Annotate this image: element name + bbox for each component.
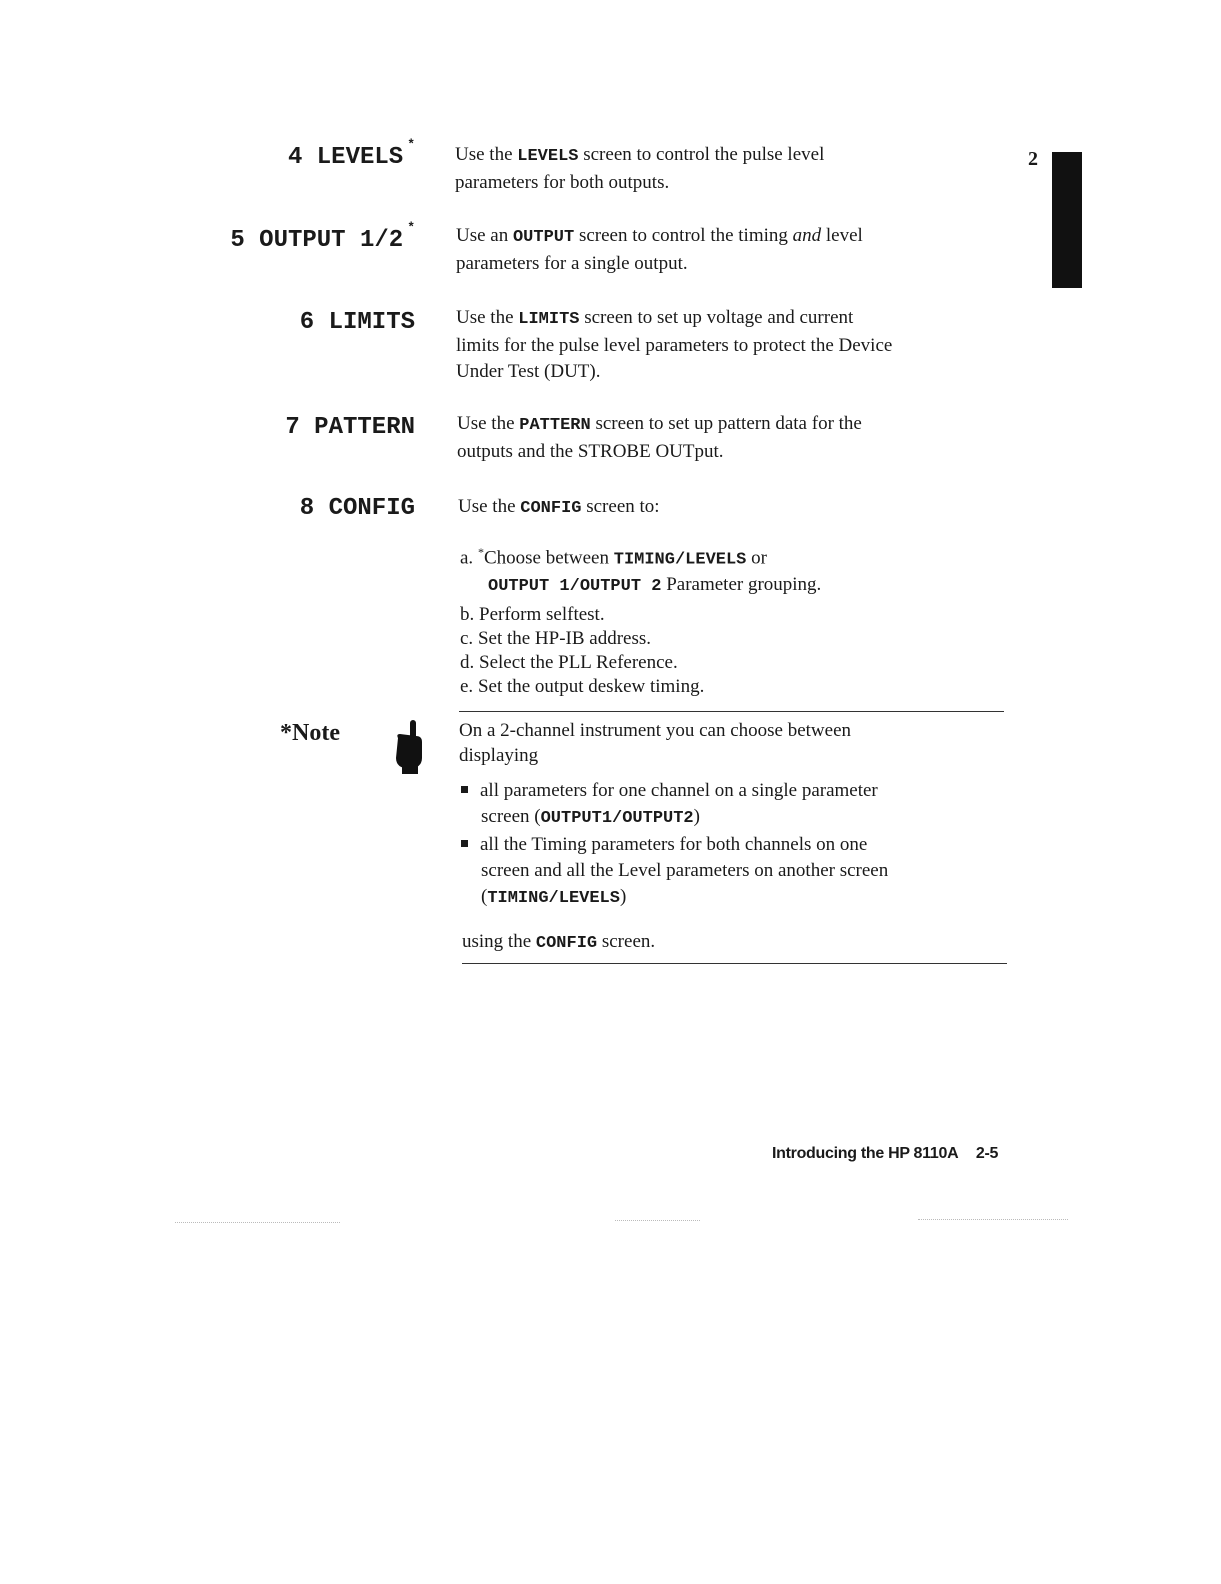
bullet-icon — [461, 840, 468, 847]
pointing-hand-icon — [392, 720, 426, 774]
page-footer — [772, 1145, 998, 1163]
chapter-tab-bar — [1052, 152, 1082, 288]
footer-title: Introducing the HP 8110A — [772, 1145, 958, 1162]
footer-page-number: 2-5 — [975, 1145, 999, 1162]
scan-mark — [615, 1220, 700, 1222]
section-label-pattern: 7 PATTERN — [285, 414, 415, 441]
note-label: *Note — [280, 720, 340, 746]
list-item: a. *Choose between TIMING/LEVELS or — [460, 545, 767, 570]
section-text-output: Use an OUTPUT screen to control the timing and level parameters for a single output. — [456, 225, 863, 274]
bullet-icon — [461, 786, 468, 793]
note-outro: using the CONFIG screen. — [462, 931, 656, 953]
note-bullet-1: all parameters for one channel on a single parameter screen (OUTPUT1/OUTPUT2) — [461, 778, 878, 832]
list-item: OUTPUT 1/OUTPUT 2 Parameter grouping. — [488, 574, 822, 596]
section-text-limits: Use the LIMITS screen to set up voltage and current limits for the pulse level parameters to protect the Device Under Test (DUT). — [456, 307, 893, 382]
list-item: c. Set the HP-IB address. — [460, 628, 652, 649]
section-label-config: 8 CONFIG — [299, 495, 415, 522]
list-item: d. Select the PLL Reference. — [460, 652, 678, 673]
section-label-output: 5 OUTPUT 1/2 * — [230, 220, 415, 254]
list-item: b. Perform selftest. — [460, 604, 605, 625]
section-label-limits: 6 LIMITS — [299, 309, 415, 336]
scan-mark — [918, 1219, 1068, 1221]
note-top-rule — [459, 711, 1004, 712]
scan-mark — [175, 1222, 340, 1224]
section-label-levels: 4 LEVELS * — [287, 137, 415, 171]
chapter-number: 2 — [1028, 148, 1038, 170]
section-text-pattern: Use the PATTERN screen to set up pattern data for the outputs and the STROBE OUTput. — [457, 413, 862, 462]
list-item: e. Set the output deskew timing. — [460, 676, 705, 697]
note-bottom-rule — [462, 963, 1007, 964]
note-bullet-2: all the Timing parameters for both channels on one screen and all the Level parameters on another screen (TIMING/LEVELS) — [461, 832, 888, 912]
section-text-levels: Use the LEVELS screen to control the pulse level parameters for both outputs. — [455, 144, 825, 193]
note-text: On a 2-channel instrument you can choose between displaying — [459, 720, 852, 766]
section-text-config: Use the CONFIG screen to: — [458, 496, 660, 518]
